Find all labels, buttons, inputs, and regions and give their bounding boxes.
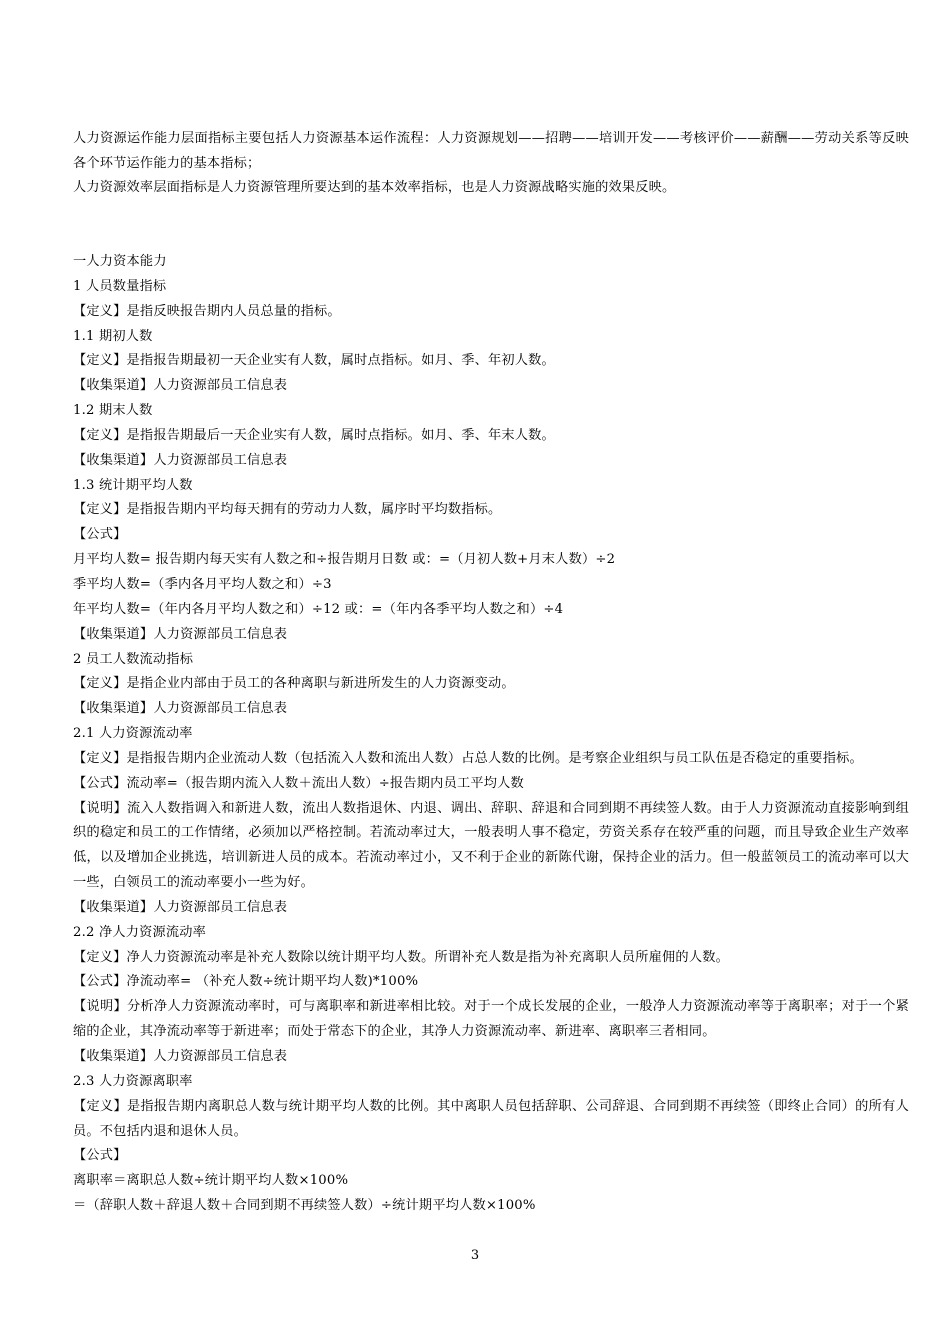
source-line: 【收集渠道】人力资源部员工信息表 — [73, 899, 288, 915]
formula-line: 【公式】净流动率= （补充人数÷统计期平均人数)*100% — [73, 974, 419, 990]
subsection-heading: 1 人员数量指标 — [73, 278, 167, 294]
intro-paragraph: 人力资源运作能力层面指标主要包括人力资源基本运作流程：人力资源规划——招聘——培训开发——考核评价——薪酬——劳动关系等反映各个环节运作能力的基本指标； — [73, 131, 909, 171]
definition-line: 【定义】净人力资源流动率是补充人数除以统计期平均人数。所谓补充人数是指为补充离职人员所雇佣的人数。 — [73, 949, 729, 965]
subsection-heading: 1.3 统计期平均人数 — [73, 477, 193, 493]
explanation-paragraph: 【说明】分析净人力资源流动率时，可与离职率和新进率相比较。对于一个成长发展的企业，一般净人力资源流动率等于离职率；对于一个紧缩的企业，其净流动率等于新进率；而处于常态下的企业，其净人力资源流动率、新进率、离职率三者相同。 — [73, 999, 909, 1040]
source-line: 【收集渠道】人力资源部员工信息表 — [73, 701, 288, 717]
formula-line: 离职率＝离职总人数÷统计期平均人数×100% — [73, 1173, 349, 1189]
definition-line: 【定义】是指反映报告期内人员总量的指标。 — [73, 303, 341, 319]
formula-label: 【公式】 — [73, 1148, 127, 1164]
intro-paragraph: 人力资源效率层面指标是人力资源管理所要达到的基本效率指标，也是人力资源战略实施的效果反映。 — [73, 180, 676, 195]
definition-line: 【定义】是指报告期最初一天企业实有人数，属时点指标。如月、季、年初人数。 — [73, 353, 555, 369]
formula-line: 年平均人数=（年内各月平均人数之和）÷12 或：=（年内各季平均人数之和）÷4 — [73, 601, 564, 617]
definition-line: 【定义】是指报告期内企业流动人数（包括流入人数和流出人数）占总人数的比例。是考察企业组织与员工队伍是否稳定的重要指标。 — [73, 750, 863, 766]
subsection-heading: 2.3 人力资源离职率 — [73, 1073, 193, 1089]
source-line: 【收集渠道】人力资源部员工信息表 — [73, 452, 288, 468]
formula-line: 【公式】流动率=（报告期内流入人数＋流出人数）÷报告期内员工平均人数 — [73, 775, 524, 791]
formula-line: 月平均人数= 报告期内每天实有人数之和÷报告期月日数 或：=（月初人数+月末人数）÷2 — [73, 552, 616, 568]
source-line: 【收集渠道】人力资源部员工信息表 — [73, 626, 288, 642]
intro-section — [73, 127, 909, 201]
definition-line: 【定义】是指报告期内平均每天拥有的劳动力人数，属序时平均数指标。 — [73, 502, 502, 518]
definition-line: 【定义】是指企业内部由于员工的各种离职与新进所发生的人力资源变动。 — [73, 676, 515, 692]
section-heading: 一人力资本能力 — [73, 254, 167, 269]
definition-line: 【定义】是指报告期最后一天企业实有人数，属时点指标。如月、季、年末人数。 — [73, 427, 555, 443]
source-line: 【收集渠道】人力资源部员工信息表 — [73, 378, 288, 394]
subsection-heading: 2.1 人力资源流动率 — [73, 726, 193, 742]
subsection-heading: 2.2 净人力资源流动率 — [73, 924, 207, 940]
source-line: 【收集渠道】人力资源部员工信息表 — [73, 1049, 288, 1064]
subsection-heading: 1.1 期初人数 — [73, 328, 153, 344]
body-section — [73, 250, 909, 1219]
formula-line: ＝（辞职人数＋辞退人数＋合同到期不再续签人数）÷统计期平均人数×100% — [73, 1198, 536, 1214]
page-number: 3 — [470, 1248, 480, 1263]
explanation-paragraph: 【说明】流入人数指调入和新进人数，流出人数指退休、内退、调出、辞职、辞退和合同到期不再续签人数。由于人力资源流动直接影响到组织的稳定和员工的工作情绪，必须加以严格控制。若流动率过大，一般表明人事不稳定，劳资关系存在较严重的问题，而且导致企业生产效率低，以及增加企业挑选，培训新进人员的成本。若流动率过小，又不利于企业的新陈代谢，保持企业的活力。但一般蓝领员工的流动率可以大一些，白领员工的流动率要小一些为好。 — [73, 800, 909, 891]
subsection-heading: 1.2 期末人数 — [73, 403, 153, 419]
subsection-heading: 2 员工人数流动指标 — [73, 651, 194, 667]
formula-label: 【公式】 — [73, 527, 127, 543]
formula-line: 季平均人数=（季内各月平均人数之和）÷3 — [73, 576, 332, 592]
definition-line: 【定义】是指报告期内离职总人数与统计期平均人数的比例。其中离职人员包括辞职、公司辞退、合同到期不再续签（即终止合同）的所有人员。不包括内退和退休人员。 — [73, 1098, 909, 1139]
